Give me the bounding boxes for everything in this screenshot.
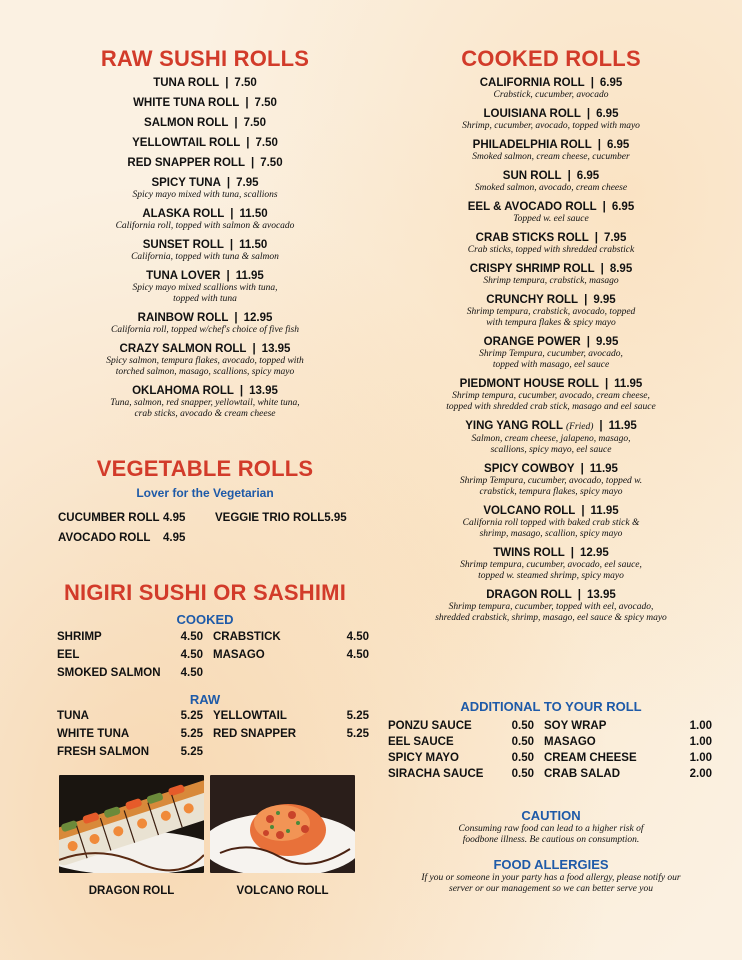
list-item — [213, 707, 369, 725]
item-name: YELLOWTAIL ROLL — [132, 137, 241, 149]
item-title-line — [378, 76, 724, 90]
vegetable-rolls-title: VEGETABLE ROLLS — [96, 456, 314, 481]
item-name: SUN ROLL — [502, 170, 562, 182]
menu-item — [378, 200, 724, 225]
price-separator: | — [586, 108, 591, 120]
price-separator: | — [597, 139, 601, 151]
allergies-line: server or our management so we can better serve you — [449, 884, 653, 894]
caution-text — [378, 824, 724, 846]
raw-sushi-rolls-title: RAW SUSHI ROLLS — [100, 46, 310, 71]
item-price: 13.95 — [587, 589, 616, 601]
menu-item — [40, 96, 370, 110]
dragon-roll-caption: DRAGON ROLL — [88, 885, 175, 897]
menu-item — [378, 462, 724, 498]
item-name: EEL & AVOCADO ROLL — [467, 201, 597, 213]
item-price: 0.50 — [511, 736, 534, 748]
item-name: LOUISIANA ROLL — [483, 108, 581, 120]
price-separator: | — [599, 420, 603, 432]
item-name: SHRIMP — [57, 631, 102, 643]
caution-title: CAUTION — [521, 808, 581, 823]
item-price: 9.95 — [595, 336, 619, 348]
item-price: 7.95 — [236, 177, 259, 189]
item-name: TUNA — [57, 710, 89, 722]
item-price: 5.25 — [180, 728, 203, 740]
item-price: 5.25 — [180, 710, 203, 722]
item-description: scallions, spicy mayo, eel sauce — [490, 445, 612, 455]
nigiri-cooked-label: COOKED — [176, 612, 234, 627]
item-price: 6.95 — [606, 139, 630, 151]
item-title-line — [40, 156, 370, 170]
item-name: EEL — [57, 649, 80, 661]
menu-item — [40, 156, 370, 170]
item-name: TUNA LOVER — [146, 270, 221, 282]
item-name: VEGGIE TRIO ROLL — [215, 512, 325, 524]
price-separator: | — [586, 336, 590, 348]
item-description: shrimp, masago, scallion, spicy mayo — [479, 529, 623, 539]
price-separator: | — [239, 385, 244, 397]
price-separator: | — [584, 294, 588, 306]
item-price: 11.95 — [608, 420, 637, 432]
list-item — [213, 628, 369, 646]
price-separator: | — [570, 547, 574, 559]
item-price: 13.95 — [249, 385, 278, 397]
additional-list — [388, 718, 710, 782]
allergies-line: If you or someone in your party has a food allergy, please notify our — [421, 873, 681, 883]
item-title-line — [40, 96, 370, 110]
menu-item — [378, 262, 724, 287]
item-price: 9.95 — [593, 294, 616, 306]
price-separator: | — [600, 263, 604, 275]
item-title-line — [378, 169, 724, 183]
item-title-line — [378, 335, 724, 349]
item-name: SALMON ROLL — [144, 117, 229, 129]
item-price: 7.50 — [255, 137, 278, 149]
item-price: 5.25 — [180, 746, 203, 758]
price-separator: | — [594, 232, 598, 244]
menu-item — [40, 176, 370, 201]
item-price: 6.95 — [611, 201, 635, 213]
item-price: 6.95 — [596, 108, 619, 120]
item-name: CRISPY SHRIMP ROLL — [469, 263, 595, 275]
item-description: Shrimp Tempura, cucumber, avocado, — [479, 349, 623, 359]
item-price: 7.50 — [243, 117, 266, 129]
item-price: 11.95 — [589, 463, 618, 475]
item-name: SUNSET ROLL — [142, 239, 224, 251]
item-title-line — [378, 504, 724, 518]
item-name: CALIFORNIA ROLL — [479, 77, 585, 89]
item-description: topped with masago, eel sauce — [492, 360, 610, 370]
price-separator: | — [245, 97, 249, 109]
item-name: CRAB STICKS ROLL — [475, 232, 589, 244]
list-item — [388, 718, 534, 734]
price-separator: | — [230, 208, 234, 220]
raw-sushi-rolls-list — [40, 76, 370, 420]
menu-item — [40, 238, 370, 263]
list-item — [57, 707, 213, 725]
item-description: Salmon, cream cheese, jalapeno, masago, — [471, 434, 631, 444]
item-title-line — [40, 176, 370, 190]
item-name: AVOCADO ROLL — [58, 532, 151, 544]
item-description: California roll, topped w/chef's choice of five fish — [111, 325, 299, 335]
price-separator: | — [246, 137, 250, 149]
list-item — [57, 646, 213, 664]
item-price: 6.95 — [576, 170, 600, 182]
item-description: Spicy salmon, tempura flakes, avocado, topped with — [106, 356, 304, 366]
item-description: Spicy mayo mixed scallions with tuna, — [132, 283, 278, 293]
item-name: WHITE TUNA — [57, 728, 130, 740]
item-name: PHILADELPHIA ROLL — [472, 139, 592, 151]
vegetable-rolls-list — [58, 508, 358, 548]
menu-item — [378, 546, 724, 582]
item-name: CRUNCHY ROLL — [486, 294, 579, 306]
item-price: 13.95 — [261, 343, 291, 355]
item-name: OKLAHOMA ROLL — [132, 385, 234, 397]
item-description: California roll, topped with salmon & avocado — [115, 221, 295, 231]
item-name: TUNA ROLL — [153, 77, 220, 89]
item-title-line — [378, 293, 724, 307]
item-title-line — [378, 262, 724, 276]
dragon-roll-photo — [59, 775, 204, 873]
item-description: topped with tuna — [173, 294, 237, 304]
item-name: MASAGO — [544, 736, 596, 748]
list-item — [388, 750, 534, 766]
price-separator: | — [602, 201, 606, 213]
item-name: SMOKED SALMON — [57, 667, 161, 679]
price-separator: | — [567, 170, 571, 182]
item-name: SPICY TUNA — [151, 177, 221, 189]
item-price: 0.50 — [511, 720, 534, 732]
item-description: Shrimp tempura, cucumber, topped with eel, avocado, — [448, 602, 654, 612]
item-name: PONZU SAUCE — [388, 720, 472, 732]
list-item — [58, 508, 358, 528]
menu-item — [40, 136, 370, 150]
item-description: Crabstick, cucumber, avocado — [493, 90, 609, 100]
item-name: CREAM CHEESE — [544, 752, 637, 764]
item-title-line — [378, 231, 724, 245]
price-separator: | — [252, 343, 256, 355]
item-note: (Fried) — [565, 422, 594, 432]
item-description: shredded crabstick, shrimp, masago, eel sauce & spicy mayo — [435, 613, 667, 623]
item-price: 5.25 — [346, 710, 369, 722]
list-item — [58, 528, 358, 548]
list-item — [57, 664, 213, 682]
item-name: ALASKA ROLL — [142, 208, 225, 220]
volcano-roll-photo — [210, 775, 355, 873]
volcano-roll-caption: VOLCANO ROLL — [236, 885, 329, 897]
item-description: topped w. steamed shrimp, spicy mayo — [478, 571, 624, 581]
price-separator: | — [250, 157, 255, 169]
item-name: TWINS ROLL — [493, 547, 565, 559]
list-item — [57, 743, 213, 761]
item-title-line — [40, 342, 370, 356]
item-name: CUCUMBER ROLL — [58, 512, 160, 524]
item-description: Topped w. eel sauce — [513, 214, 589, 224]
item-price: 0.50 — [511, 752, 534, 764]
item-price: 11.95 — [614, 378, 643, 390]
menu-item — [378, 504, 724, 540]
item-description: topped with shredded crab stick, masago and eel sauce — [446, 402, 656, 412]
item-title-line — [378, 138, 724, 152]
price-separator: | — [234, 117, 238, 129]
item-title-line — [40, 136, 370, 150]
item-title-line — [378, 588, 724, 602]
item-price: 7.50 — [260, 157, 283, 169]
item-price: 6.95 — [599, 77, 623, 89]
item-name: EEL SAUCE — [388, 736, 454, 748]
menu-item — [378, 76, 724, 101]
item-name: CRAZY SALMON ROLL — [119, 343, 247, 355]
nigiri-raw-list — [57, 707, 369, 761]
item-title-line — [40, 311, 370, 325]
allergies-text — [378, 873, 724, 895]
allergies-title: FOOD ALLERGIES — [493, 857, 609, 872]
item-price: 4.50 — [180, 667, 203, 679]
item-name: SPICY COWBOY — [484, 463, 575, 475]
price-separator: | — [225, 77, 229, 89]
item-price: 11.50 — [239, 239, 268, 251]
vegetable-rolls-subtitle: Lover for the Vegetarian — [136, 486, 274, 500]
list-item — [57, 725, 213, 743]
price-separator: | — [577, 589, 582, 601]
item-price: 12.95 — [579, 547, 609, 559]
price-separator: | — [580, 463, 584, 475]
item-title-line — [40, 76, 370, 90]
additional-title: ADDITIONAL TO YOUR ROLL — [460, 699, 642, 714]
item-description: Shrimp tempura, crabstick, masago — [483, 276, 619, 286]
menu-item — [40, 207, 370, 232]
item-name: RAINBOW ROLL — [137, 312, 229, 324]
list-item — [544, 718, 712, 734]
item-price: 1.00 — [689, 736, 712, 748]
item-price: 4.95 — [163, 512, 186, 524]
item-description: Shrimp tempura, crabstick, avocado, topped — [466, 307, 636, 317]
item-description: California roll topped with baked crab stick & — [462, 518, 640, 528]
item-description: Crab sticks, topped with shredded crabstick — [467, 245, 635, 255]
item-title-line — [378, 107, 724, 121]
item-description: with tempura flakes & spicy mayo — [486, 318, 616, 328]
item-name: VOLCANO ROLL — [483, 505, 576, 517]
nigiri-cooked-list — [57, 628, 369, 682]
list-item — [213, 646, 369, 664]
item-name: RED SNAPPER ROLL — [127, 157, 245, 169]
price-separator: | — [234, 312, 238, 324]
item-price: 2.00 — [689, 768, 712, 780]
item-name: DRAGON ROLL — [486, 589, 572, 601]
item-price: 8.95 — [609, 263, 633, 275]
item-price: 7.50 — [234, 77, 257, 89]
item-description: Spicy mayo mixed with tuna, scallions — [132, 190, 278, 200]
price-separator: | — [604, 378, 609, 390]
item-price: 4.50 — [180, 631, 203, 643]
menu-item — [40, 269, 370, 305]
nigiri-title: NIGIRI SUSHI OR SASHIMI — [63, 580, 347, 605]
item-price: 4.50 — [180, 649, 203, 661]
menu-item — [40, 76, 370, 90]
menu-item — [378, 377, 724, 413]
item-price: 12.95 — [243, 312, 273, 324]
item-description: Shrimp tempura, cucumber, avocado, cream cheese, — [452, 391, 650, 401]
item-description: crabstick, tempura flakes, spicy mayo — [479, 487, 623, 497]
item-price: 11.95 — [235, 270, 264, 282]
caution-line: foodbone illness. Be cautious on consumption. — [462, 835, 640, 845]
item-name: MASAGO — [213, 649, 265, 661]
item-description: Shrimp Tempura, cucumber, avocado, topped w. — [459, 476, 643, 486]
list-item — [57, 628, 213, 646]
item-title-line — [378, 419, 724, 434]
item-price: 1.00 — [689, 752, 712, 764]
list-item — [544, 766, 712, 782]
list-item — [388, 766, 534, 782]
item-price: 5.25 — [346, 728, 369, 740]
menu-item — [378, 588, 724, 624]
item-title-line — [378, 200, 724, 214]
nigiri-raw-label: RAW — [189, 692, 221, 707]
price-separator: | — [581, 505, 585, 517]
item-title-line — [378, 462, 724, 476]
item-price: 4.50 — [346, 649, 369, 661]
menu-item — [378, 107, 724, 132]
list-item — [213, 725, 369, 743]
price-separator: | — [226, 270, 230, 282]
item-name: CRAB SALAD — [544, 768, 621, 780]
caution-line: Consuming raw food can lead to a higher risk of — [458, 824, 644, 834]
item-description: California, topped with tuna & salmon — [131, 252, 279, 262]
list-item — [544, 734, 712, 750]
item-name: FRESH SALMON — [57, 746, 149, 758]
list-item — [388, 734, 534, 750]
list-item — [544, 750, 712, 766]
item-price: 7.50 — [254, 97, 277, 109]
item-title-line — [40, 384, 370, 398]
item-price: 4.95 — [163, 532, 186, 544]
item-title-line — [40, 116, 370, 130]
item-name: SOY WRAP — [544, 720, 607, 732]
item-name: ORANGE POWER — [483, 336, 581, 348]
item-description: Smoked salmon, cream cheese, cucumber — [472, 152, 630, 162]
menu-item — [40, 311, 370, 336]
price-separator: | — [590, 77, 594, 89]
item-price: 1.00 — [689, 720, 712, 732]
menu-item — [378, 419, 724, 456]
item-title-line — [378, 546, 724, 560]
item-title-line — [378, 377, 724, 391]
item-title-line — [40, 207, 370, 221]
item-name: RED SNAPPER — [213, 728, 297, 740]
item-name: YING YANG ROLL — [465, 420, 563, 432]
menu-item — [40, 116, 370, 130]
item-title-line — [40, 269, 370, 283]
item-title-line — [40, 238, 370, 252]
item-name: PIEDMONT HOUSE ROLL — [459, 378, 599, 390]
item-description: Smoked salmon, avocado, cream cheese — [474, 183, 628, 193]
item-name: SIRACHA SAUCE — [388, 768, 484, 780]
menu-item — [378, 169, 724, 194]
menu-item — [378, 335, 724, 371]
item-price: 5.95 — [324, 512, 347, 524]
menu-item — [40, 384, 370, 420]
item-price: 7.95 — [603, 232, 627, 244]
cooked-rolls-list — [378, 76, 724, 624]
price-separator: | — [229, 239, 234, 251]
cooked-rolls-title: COOKED ROLLS — [461, 46, 641, 71]
item-price: 11.50 — [239, 208, 268, 220]
menu-item — [378, 138, 724, 163]
item-description: Shrimp, cucumber, avocado, topped with mayo — [462, 121, 640, 131]
item-name: CRABSTICK — [213, 631, 281, 643]
menu-item — [378, 293, 724, 329]
item-price: 11.95 — [590, 505, 619, 517]
item-description: torched salmon, masago, scallions, spicy mayo — [115, 367, 295, 377]
item-price: 4.50 — [346, 631, 369, 643]
price-separator: | — [226, 177, 231, 189]
item-description: Tuna, salmon, red snapper, yellowtail, white tuna, — [110, 398, 300, 408]
menu-item — [378, 231, 724, 256]
item-description: Shrimp tempura, cucumber, avocado, eel sauce, — [460, 560, 642, 570]
menu-item — [40, 342, 370, 378]
item-price: 0.50 — [511, 768, 534, 780]
item-name: WHITE TUNA ROLL — [133, 97, 240, 109]
item-name: YELLOWTAIL — [213, 710, 287, 722]
item-name: SPICY MAYO — [388, 752, 459, 764]
item-description: crab sticks, avocado & cream cheese — [134, 409, 276, 419]
